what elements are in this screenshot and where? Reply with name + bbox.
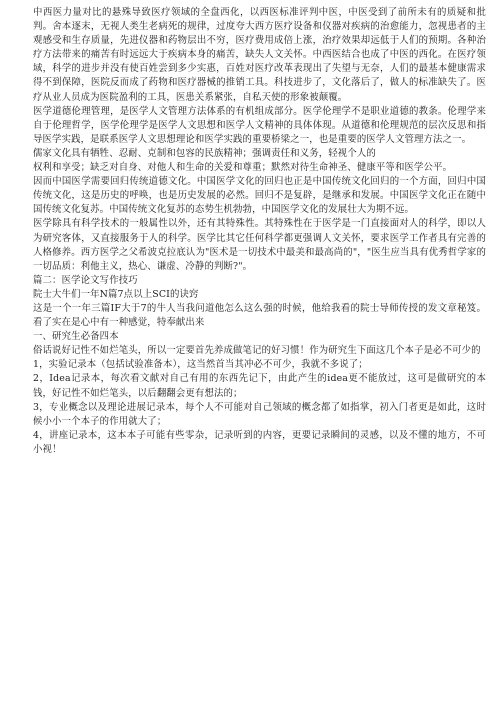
document-body [33,6,486,457]
paragraph-intro: 这是一个一年三篇IF大于7的牛人当我问道他怎么这么强的时候，他给我看的院士导师传授的发文章秘笈。看了实在是心中有一种感觉，特奉献出来 [33,302,486,329]
section-heading-part-two: 篇二：医学论文写作技巧 [33,274,138,286]
article-title: 院士大牛们一年N篇7点以上SCI的诀窍 [33,288,199,300]
list-item-3: 3，专业概念以及理论进展记录本，每个人不可能对自己领域的概念都了如指掌，初入门者更是如此，这时候小小一个本子的作用就大了； [33,401,486,427]
list-item-2: 2，Idea记录本，每次看文献对自己有用的东西先记下，由此产生的idea更不能放过，这可是做研究的本钱，好记性不如烂笔头，以后翻翻会更有想法的； [33,373,486,399]
paragraph-medical-ethics: 医学道德伦理管理，是医学人文管理方法体系的有机组成部分。医学伦理学不是职业道德的教条。伦理学来自于伦理哲学，医学伦理学是医学人文思想和医学人文精神的具体体现。从道德和伦理规范的层次反思和指导医学实践，是联系医学人文思想理论和医学实践的重要桥梁之一，也是重要的医学人文管理方法之一。 [33,105,486,145]
paragraph-medicine-westernization: 中西医力量对比的悬殊导致医疗领域的全盘西化，以西医标准评判中医，中医受到了前所未有的质疑和批判。舍本逐末，无视人类生老病死的规律，过度夸大西方医疗设备和仪器对疾病的治愈能力，忽视患者的主观感受和生存质量，先进仪器和药物层出不穷，医疗费用成倍上涨，治疗效果却远低于人们的预期。各种治疗方法带来的痛苦有时远远大于疾病本身的痛苦，缺失人文关怀。中西医结合也成了中医的西化。在医疗领域，科学的进步并没有使百姓尝到多少实惠，百姓对医疗改革表现出了失望与无奈，人们的最基本健康需求得不到保障，医院反而成了药物和医疗器械的推销工具。科技进步了，文化落后了，做人的标准缺失了。医疗从业人员成为医院盈利的工具，医患关系紧张，自私天使的形象被颠覆。 [33,7,486,103]
paragraph-notes-habit: 俗话说好记性不如烂笔头，所以一定要首先养成做笔记的好习惯！作为研究生下面这几个本子是必不可少的 [33,345,481,357]
paragraph-confucian-culture: 儒家文化具有牺牲、忍耐、克制和包容的民族精神；强调责任和义务，轻视个人的 [33,147,376,159]
list-item-1: 1，实验记录本（包括试验准备本），这当然首当其冲必不可少，我就不多说了； [33,359,368,371]
paragraph-return-tradition: 因而中国医学需要回归传统道德文化。中国医学文化的回归也正是中国传统文化回归的一个方面，回归中国传统文化，这是历史的呼唤，也是历史发展的必然。回归不是复辟，是继承和发展。中国医学文化正在随中国传统文化复苏。中国传统文化复苏的态势生机勃勃，中国医学文化的发展壮大为期不远。 [33,176,486,216]
list-item-4: 4，讲座记录本，这本本子可能有些零杂，记录听到的内容，更要记录瞬间的灵感，以及不懂的地方，不可小视！ [33,429,486,455]
paragraph-medicine-particularity: 医学除具有科学技术的一般属性以外，还有其特殊性。其特殊性在于医学是一门直接面对人的科学，即以人为研究客体，又直接服务于人的科学。医学比其它任何科学都更强调人文关怀，要求医学工作者具有完善的人格修养。西方医学之父希波克拉底认为"医术是一切技术中最美和最高尚的"，"医生应当具有优秀哲学家的一切品质：利他主义，热心、谦虚、冷静的判断?"。 [33,218,486,272]
paragraph-rights: 权利和享受；缺乏对自身、对他人和生命的关爱和尊重；默然对待生命神圣、健康平等和医学公平。 [33,162,453,174]
subheading-four-notebooks: 一、研究生必备四本 [33,331,119,343]
